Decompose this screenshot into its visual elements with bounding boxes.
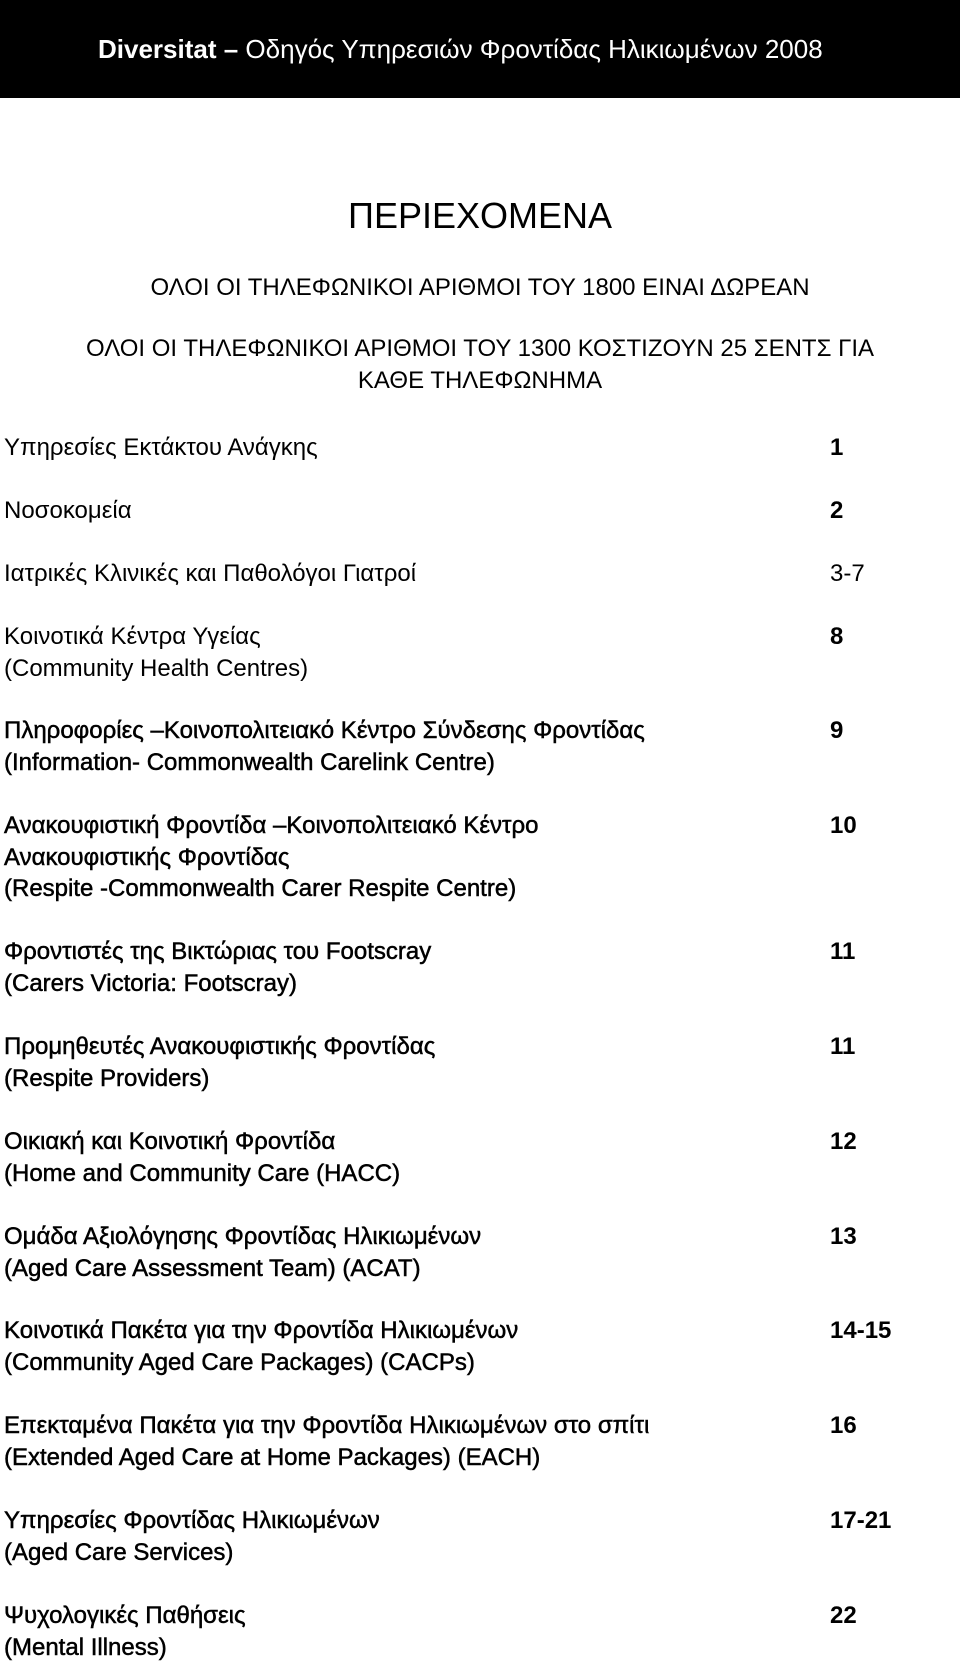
toc-entry-page: 2 — [830, 497, 844, 524]
toc-entry-page: 17-21 — [830, 1507, 892, 1534]
toc-entry-title-line-2: (Community Aged Care Packages) (CACPs) — [4, 1348, 475, 1376]
toc-entry-title: Υπηρεσίες Εκτάκτου Ανάγκης — [4, 434, 318, 461]
toc-entry-clinics[interactable] — [4, 558, 904, 590]
toc-entry-title-line-2: (Carers Victoria: Footscray) — [4, 969, 297, 997]
toc-entry-title-line-1: Οικιακή και Κοινοτική Φροντίδα — [4, 1128, 336, 1155]
page-header — [0, 0, 960, 98]
toc-entry-page: 16 — [830, 1412, 857, 1439]
toc-entry-title: Νοσοκομεία — [4, 497, 132, 524]
page-title: ΠΕΡΙΕΧΟΜΕΝΑ — [347, 195, 613, 236]
toc-entry-title-line-2: Ανακουφιστικής Φροντίδας — [4, 843, 290, 871]
toc-entry-title-line-1: Ομάδα Αξιολόγησης Φροντίδας Ηλικιωμένων — [4, 1223, 482, 1250]
toc-entry-title-line-2: (Home and Community Care (HACC) — [4, 1159, 401, 1187]
toc-entry-title-line-2: (Respite Providers) — [4, 1064, 210, 1092]
toc-entry-respite-providers[interactable] — [4, 1031, 904, 1094]
toc-entry-title-line-2: (Extended Aged Care at Home Packages) (EACH) — [4, 1443, 541, 1471]
toc-entry-page: 8 — [830, 623, 844, 650]
notice-free-numbers: ΟΛΟΙ ΟΙ ΤΗΛΕΦΩΝΙΚΟΙ ΑΡΙΘΜΟΙ ΤΟΥ 1800 ΕΙΝΑΙ ΔΩΡΕΑΝ — [150, 274, 810, 301]
toc-entry-aged-care-services[interactable] — [4, 1505, 904, 1568]
toc-entry-title-line-2: (Mental Illness) — [4, 1633, 167, 1661]
toc-entry-page: 10 — [830, 812, 857, 839]
toc-entry-title: Ιατρικές Κλινικές και Παθολόγοι Γιατροί — [4, 560, 417, 587]
toc-entry-cacps[interactable] — [4, 1315, 904, 1378]
toc-entry-emergency[interactable] — [4, 432, 904, 464]
toc-entry-page: 11 — [830, 938, 856, 965]
toc-entry-page: 14-15 — [830, 1317, 892, 1344]
toc-entry-community-health[interactable] — [4, 621, 904, 684]
toc-entry-title-line-1: Προμηθευτές Ανακουφιστικής Φροντίδας — [4, 1033, 436, 1060]
toc-entry-title-line-1: Επεκταμένα Πακέτα για την Φροντίδα Ηλικιωμένων στο σπίτι — [4, 1412, 650, 1439]
toc-entry-title-line-2: (Community Health Centres) — [4, 654, 309, 682]
toc-entry-title-line-1: Υπηρεσίες Φροντίδας Ηλικιωμένων — [4, 1507, 380, 1534]
toc-entry-page: 12 — [830, 1128, 857, 1155]
toc-entry-title-line-1: Πληροφορίες –Κοινοπολιτειακό Κέντρο Σύνδεσης Φροντίδας — [4, 717, 645, 744]
toc-entry-page: 11 — [830, 1033, 856, 1060]
toc-entry-acat[interactable] — [4, 1221, 904, 1284]
toc-entry-title-line-1: Κοινοτικά Πακέτα για την Φροντίδα Ηλικιωμένων — [4, 1317, 519, 1344]
header-text — [98, 34, 823, 65]
toc-entry-page: 22 — [830, 1602, 857, 1629]
toc-entry-page: 3-7 — [830, 560, 865, 587]
toc-entry-carers-victoria[interactable] — [4, 936, 904, 999]
header-title: Οδηγός Υπηρεσιών Φροντίδας Ηλικιωμένων 2008 — [245, 34, 823, 64]
toc-entry-title-line-3: (Respite -Commonwealth Carer Respite Centre) — [4, 875, 517, 902]
header-brand: Diversitat — [98, 34, 217, 64]
toc-entry-title-line-2: (Information- Commonwealth Carelink Centre) — [4, 748, 495, 776]
toc-entry-each[interactable] — [4, 1410, 904, 1473]
toc-entry-page: 9 — [830, 717, 844, 744]
toc-entry-carelink[interactable] — [4, 715, 904, 778]
notice-1300-line-1: ΟΛΟΙ ΟΙ ΤΗΛΕΦΩΝΙΚΟΙ ΑΡΙΘΜΟΙ ΤΟΥ 1300 ΚΟΣΤΙΖΟΥΝ 25 ΣΕΝΤΣ ΓΙΑ — [85, 335, 874, 362]
toc-entry-page: 13 — [830, 1223, 857, 1250]
toc-entry-title-line-1: Κοινοτικά Κέντρα Υγείας — [4, 623, 261, 650]
toc-entry-title-line-2: (Aged Care Assessment Team) (ACAT) — [4, 1254, 421, 1282]
toc-entry-hospitals[interactable] — [4, 495, 904, 527]
notice-1300-line-2: ΚΑΘΕ ΤΗΛΕΦΩΝΗΜΑ — [357, 367, 603, 394]
header-separator: – — [216, 34, 246, 64]
toc-entry-mental-illness[interactable] — [4, 1600, 904, 1663]
toc-entry-hacc[interactable] — [4, 1126, 904, 1189]
toc-entry-title-line-1: Ανακουφιστική Φροντίδα –Κοινοπολιτειακό Κέντρο — [4, 812, 539, 839]
toc-entry-title-line-2: (Aged Care Services) — [4, 1538, 234, 1566]
toc-entry-respite-centre[interactable] — [4, 810, 904, 905]
toc-entry-title-line-1: Ψυχολογικές Παθήσεις — [4, 1602, 246, 1629]
toc-entry-title-line-1: Φροντιστές της Βικτώριας του Footscray — [4, 938, 432, 965]
toc-entry-page: 1 — [830, 434, 844, 461]
notice-1300-numbers — [0, 333, 960, 397]
